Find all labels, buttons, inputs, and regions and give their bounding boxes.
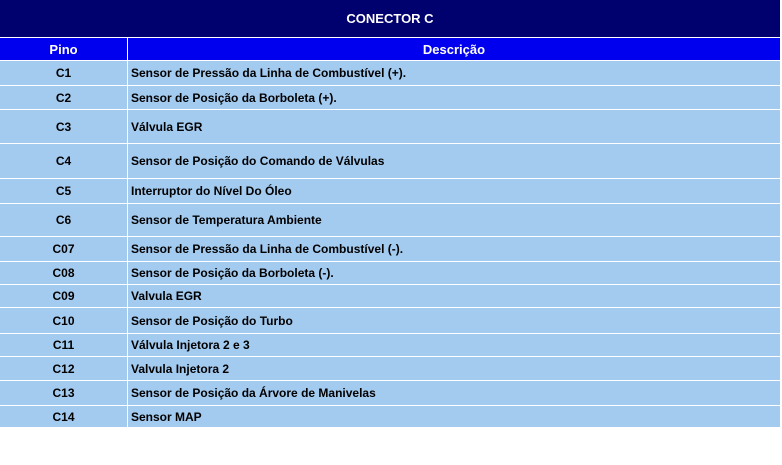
pin-cell: C6 bbox=[0, 204, 128, 237]
description-cell: Sensor de Posição do Comando de Válvulas bbox=[128, 144, 780, 179]
table-row bbox=[0, 144, 780, 179]
table-row bbox=[0, 61, 780, 86]
description-cell: Interruptor do Nível Do Óleo bbox=[128, 179, 780, 204]
column-header-pin: Pino bbox=[0, 38, 128, 61]
table-row bbox=[0, 110, 780, 144]
description-cell: Sensor de Posição da Borboleta (-). bbox=[128, 262, 780, 285]
description-cell: Sensor MAP bbox=[128, 406, 780, 428]
table-row bbox=[0, 357, 780, 381]
description-cell: Valvula Injetora 2 bbox=[128, 357, 780, 381]
pin-cell: C09 bbox=[0, 285, 128, 308]
description-cell: Sensor de Pressão da Linha de Combustível (+). bbox=[128, 61, 780, 86]
description-cell: Valvula EGR bbox=[128, 285, 780, 308]
table-row bbox=[0, 381, 780, 406]
column-header-description: Descrição bbox=[128, 38, 780, 61]
pin-cell: C3 bbox=[0, 110, 128, 144]
pin-cell: C1 bbox=[0, 61, 128, 86]
description-cell: Sensor de Temperatura Ambiente bbox=[128, 204, 780, 237]
pin-cell: C12 bbox=[0, 357, 128, 381]
description-cell: Sensor de Posição da Árvore de Manivelas bbox=[128, 381, 780, 406]
pin-cell: C08 bbox=[0, 262, 128, 285]
pin-cell: C10 bbox=[0, 308, 128, 334]
table-row bbox=[0, 334, 780, 357]
pin-cell: C14 bbox=[0, 406, 128, 428]
description-cell: Válvula Injetora 2 e 3 bbox=[128, 334, 780, 357]
table-title: CONECTOR C bbox=[0, 0, 780, 38]
description-cell: Sensor de Pressão da Linha de Combustível (-). bbox=[128, 237, 780, 262]
pin-cell: C4 bbox=[0, 144, 128, 179]
table-row bbox=[0, 204, 780, 237]
table-row bbox=[0, 86, 780, 110]
description-cell: Sensor de Posição do Turbo bbox=[128, 308, 780, 334]
description-cell: Válvula EGR bbox=[128, 110, 780, 144]
table-row bbox=[0, 179, 780, 204]
table-row bbox=[0, 262, 780, 285]
pin-cell: C5 bbox=[0, 179, 128, 204]
pin-cell: C2 bbox=[0, 86, 128, 110]
pin-cell: C11 bbox=[0, 334, 128, 357]
table-row bbox=[0, 406, 780, 428]
table-row bbox=[0, 308, 780, 334]
table-row bbox=[0, 285, 780, 308]
table-row bbox=[0, 237, 780, 262]
description-cell: Sensor de Posição da Borboleta (+). bbox=[128, 86, 780, 110]
pin-cell: C07 bbox=[0, 237, 128, 262]
pin-cell: C13 bbox=[0, 381, 128, 406]
